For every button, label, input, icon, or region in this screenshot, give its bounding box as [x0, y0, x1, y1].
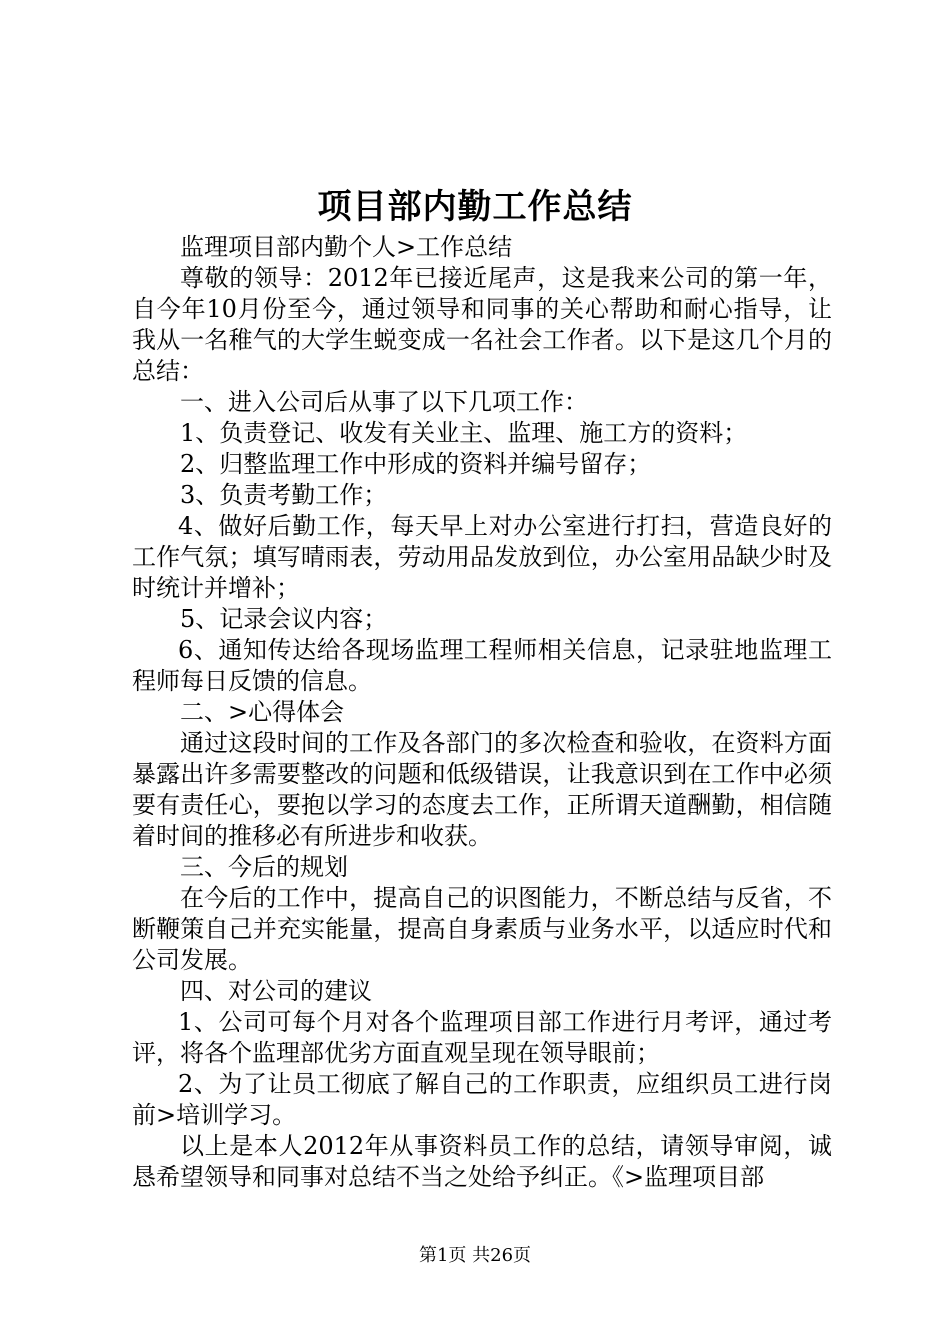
list-item: 1、公司可每个月对各个监理项目部工作进行月考评，通过考评，将各个监理部优劣方面直观呈现在领导眼前； — [132, 1008, 832, 1067]
paragraph-closing: 以上是本人2012年从事资料员工作的总结，请领导审阅，诚恳希望领导和同事对总结不当之处给予纠正。《>监理项目部 — [132, 1132, 832, 1191]
section-heading-3: 三、今后的规划 — [180, 853, 348, 881]
list-item: 2、归整监理工作中形成的资料并编号留存； — [180, 450, 652, 478]
section-heading-1: 一、进入公司后从事了以下几项工作： — [180, 388, 588, 416]
list-item: 6、通知传达给各现场监理工程师相关信息，记录驻地监理工程师每日反馈的信息。 — [132, 636, 832, 695]
section-heading-2: 二、>心得体会 — [180, 698, 345, 726]
paragraph-greeting: 尊敬的领导：2012年已接近尾声，这是我来公司的第一年，自今年10月份至今，通过领导和同事的关心帮助和耐心指导，让我从一名稚气的大学生蜕变成一名社会工作者。以下是这几个月的总结： — [132, 264, 832, 385]
list-item: 4、做好后勤工作，每天早上对办公室进行打扫，营造良好的工作气氛；填写晴雨表，劳动用品发放到位，办公室用品缺少时及时统计并增补； — [132, 512, 832, 602]
paragraph-subtitle: 监理项目部内勤个人>工作总结 — [180, 233, 513, 261]
page-footer: 第1页 共26页 — [418, 1245, 532, 1266]
document-title: 项目部内勤工作总结 — [317, 187, 633, 227]
list-item: 2、为了让员工彻底了解自己的工作职责，应组织员工进行岗前>培训学习。 — [132, 1070, 832, 1129]
list-item: 1、负责登记、收发有关业主、监理、施工方的资料； — [180, 419, 748, 447]
list-item: 5、记录会议内容； — [180, 605, 388, 633]
document-body — [132, 232, 832, 1193]
list-item: 3、负责考勤工作； — [180, 481, 388, 509]
paragraph: 在今后的工作中，提高自己的识图能力，不断总结与反省，不断鞭策自己并充实能量，提高自身素质与业务水平，以适应时代和公司发展。 — [132, 884, 832, 974]
paragraph: 通过这段时间的工作及各部门的多次检查和验收，在资料方面暴露出许多需要整改的问题和低级错误，让我意识到在工作中必须要有责任心，要抱以学习的态度去工作，正所谓天道酬勤，相信随着时间的推移必有所进步和收获。 — [132, 729, 832, 850]
section-heading-4: 四、对公司的建议 — [180, 977, 372, 1005]
